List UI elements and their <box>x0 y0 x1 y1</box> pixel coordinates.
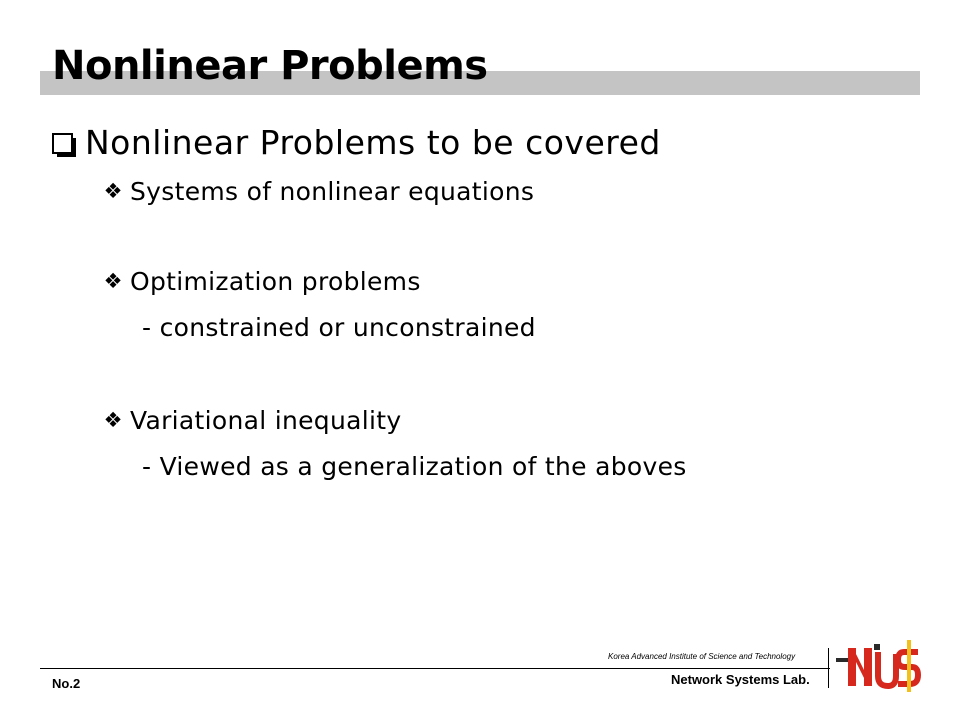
page-number: No.2 <box>52 676 81 691</box>
bullet-item-subtext: - Viewed as a generalization of the aboves <box>142 452 687 481</box>
bullet-item-label: Variational inequality <box>130 405 402 435</box>
lab-name: Network Systems Lab. <box>671 672 810 687</box>
main-bullet-row <box>52 120 661 164</box>
institute-name: Korea Advanced Institute of Science and Technology <box>608 652 796 661</box>
footer-divider <box>40 668 830 669</box>
bullet-item-optimization <box>102 264 421 298</box>
four-diamond-bullet-icon: ❖ <box>103 269 123 293</box>
lab-logo-icon <box>834 634 922 694</box>
main-bullet-text: Nonlinear Problems to be covered <box>85 122 661 162</box>
bullet-item-subtext: - constrained or unconstrained <box>142 313 536 342</box>
bullet-item-label: Systems of nonlinear equations <box>130 176 535 206</box>
bullet-item-label: Optimization problems <box>130 266 421 296</box>
bullet-item-variational <box>102 403 401 437</box>
footer-vertical-divider <box>828 648 829 688</box>
bullet-item-systems <box>102 174 534 208</box>
square-bullet-icon <box>52 133 73 154</box>
four-diamond-bullet-icon: ❖ <box>103 179 123 203</box>
four-diamond-bullet-icon: ❖ <box>103 408 123 432</box>
slide-title: Nonlinear Problems <box>52 43 488 89</box>
